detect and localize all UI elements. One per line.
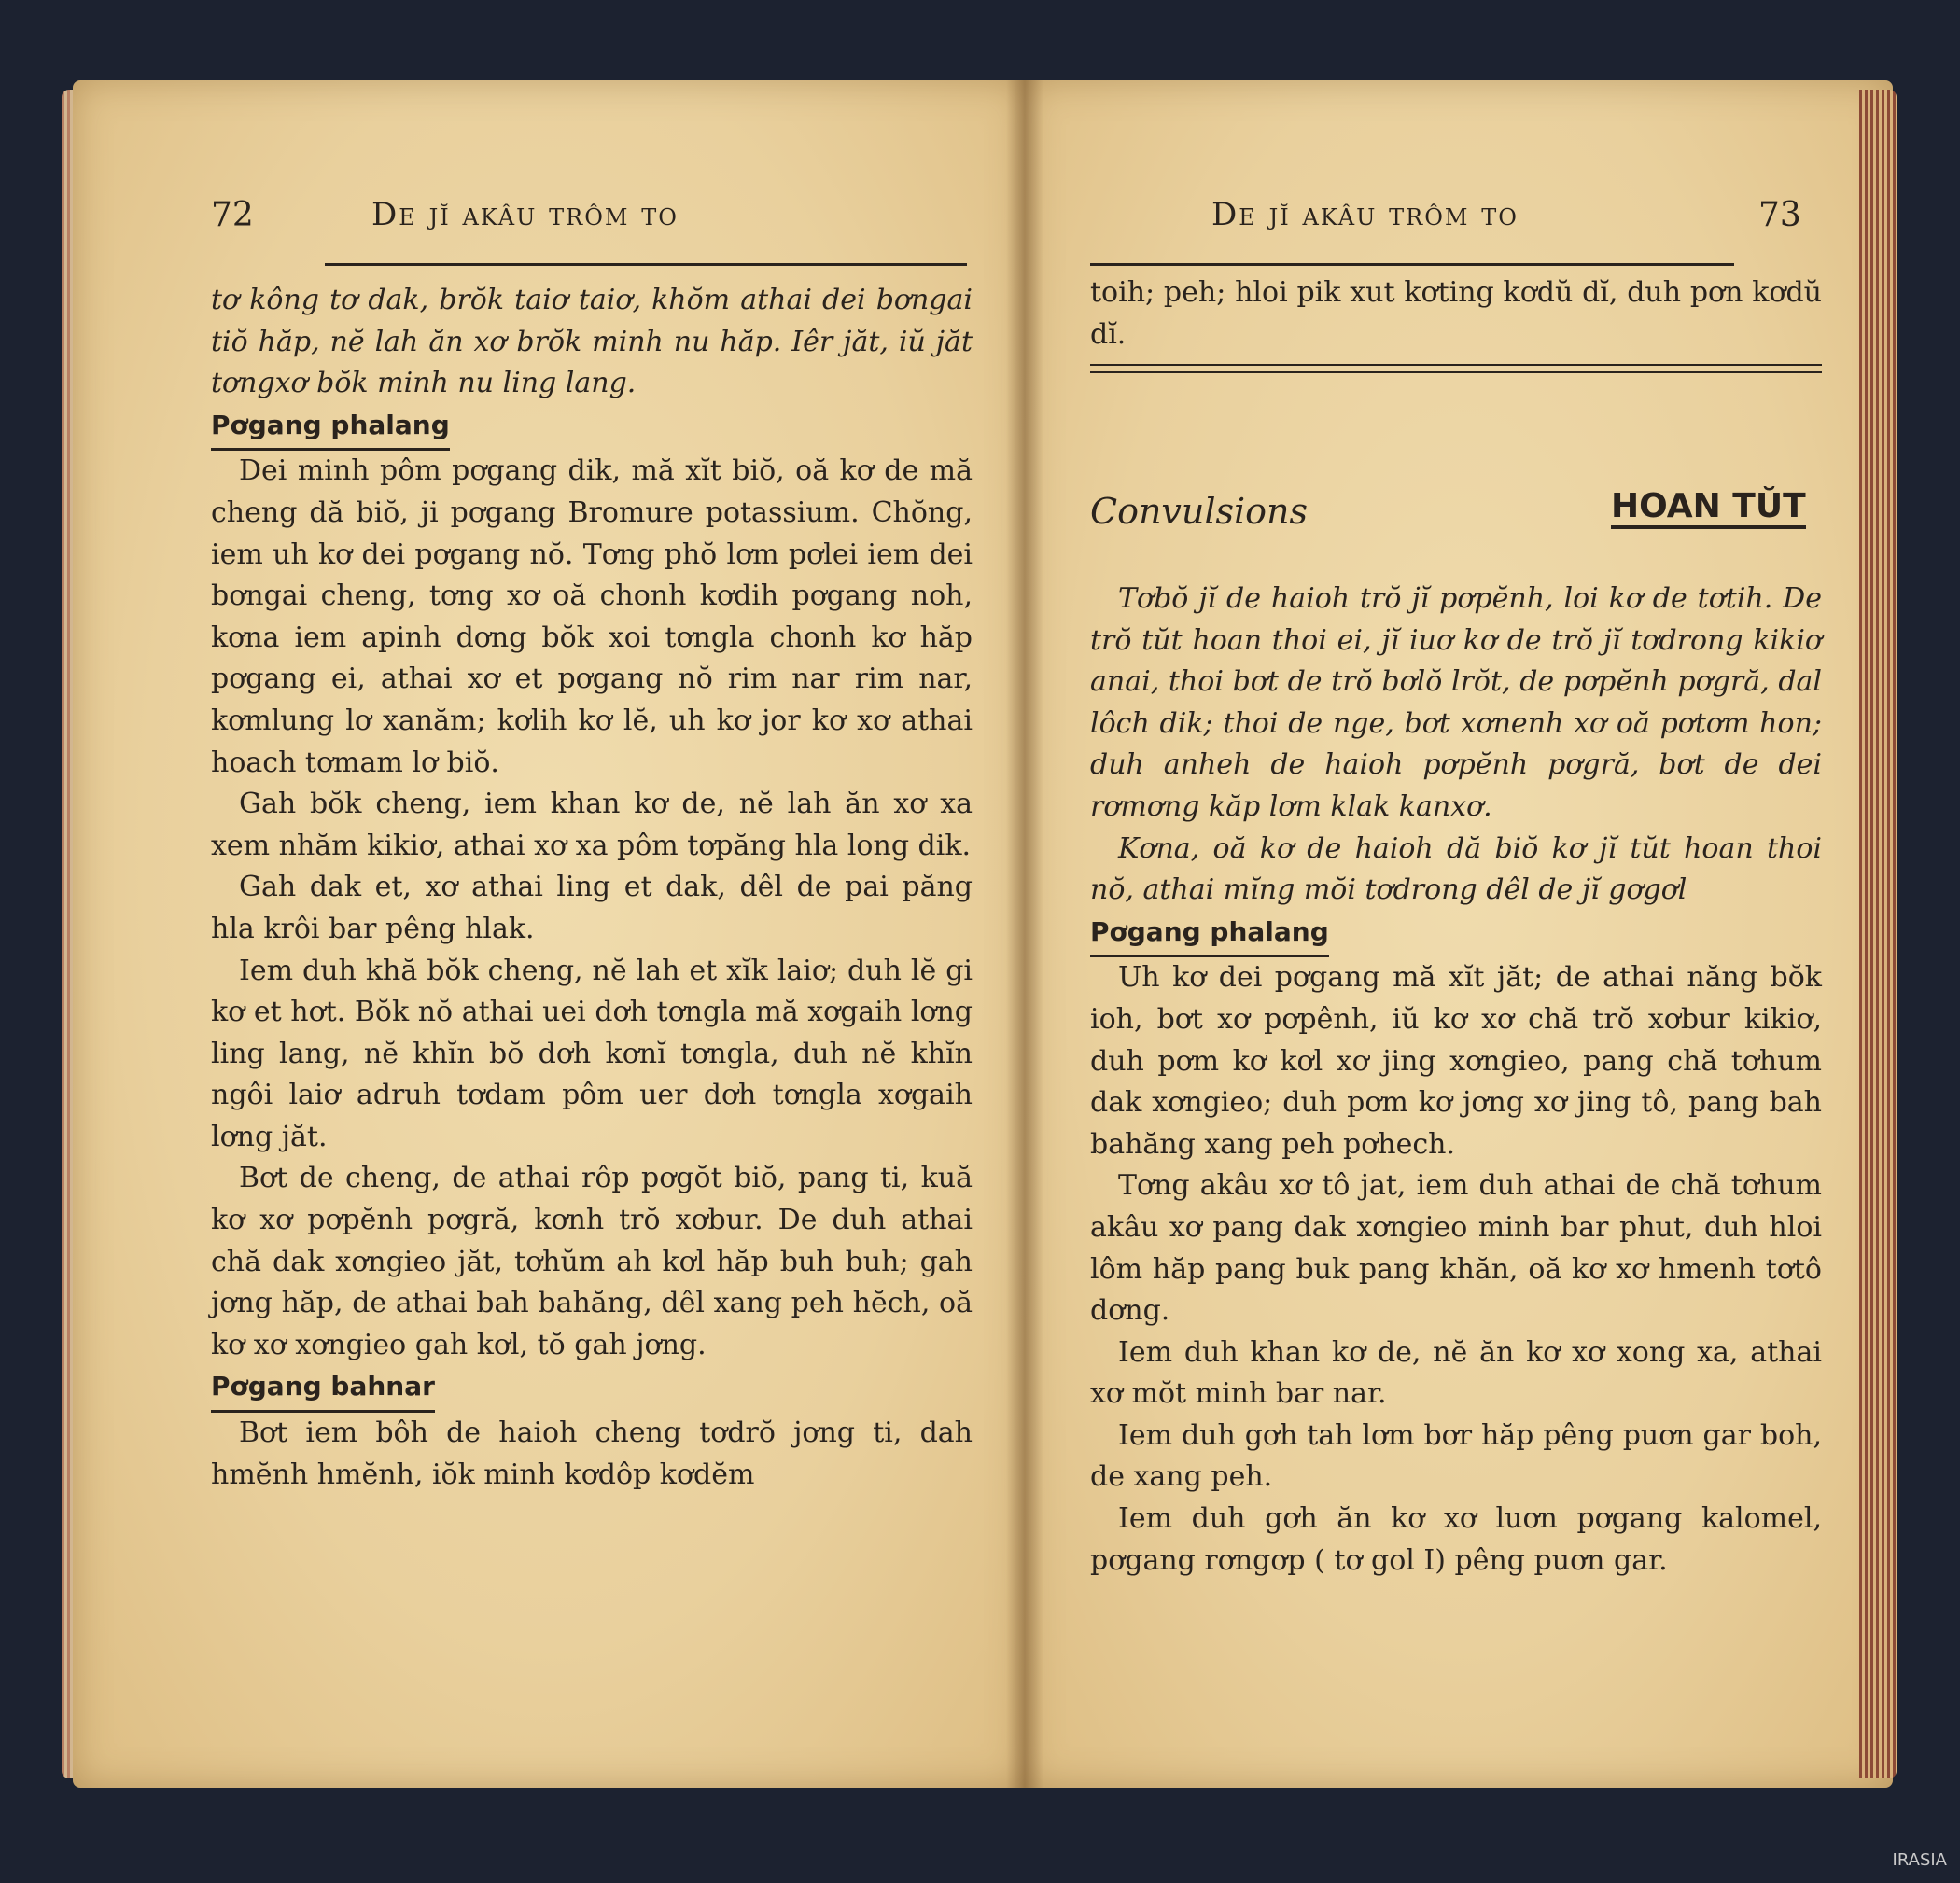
right-carry-over bbox=[1090, 272, 1822, 356]
left-heading-phalang: Pơgang phalang bbox=[211, 405, 450, 452]
left-paragraph-5: Bơt de cheng, de athai rôp pơgŏt biŏ, pang ti, kuă kơ xơ pơpĕnh pơgră, kơnh trŏ xơbur. De duh athai chă dak xơngieo jăt, tơhŭm ah kơl hăp buh buh; gah jơng hăp, de athai bah bahăng, dêl xang peh hĕch, oă kơ xơ xơngieo gah kơl, tŏ gah jơng. bbox=[211, 1162, 973, 1361]
left-paragraph-1: Dei minh pôm pơgang dik, mă xĭt biŏ, oă kơ de mă cheng dă biŏ, ji pơgang Bromure potassium. Chŏng, iem uh kơ dei pơgang nŏ. Tơng phŏ lơm pơlei iem dei bơngai cheng, tơng xơ oă chonh kơdih pơgang noh, kơna iem apinh dơng bŏk xoi tơngla chonh kơ hăp pơgang ei, athai xơ et pơgang nŏ rim nar rim nar, kơmlung lơ xanăm; kơlih kơ lĕ, uh kơ jor kơ xơ athai hoach tơmam lơ biŏ. bbox=[211, 454, 973, 779]
left-page bbox=[73, 80, 1025, 1788]
left-paragraph-6: Bơt iem bôh de haioh cheng tơdrŏ jơng ti, dah hmĕnh hmĕnh, iŏk minh kơdôp kơdĕm bbox=[211, 1416, 973, 1491]
right-page-number: 73 bbox=[1758, 196, 1801, 234]
left-head-rule bbox=[325, 263, 967, 266]
right-heading-phalang: Pơgang phalang bbox=[1090, 912, 1329, 958]
left-running-head: De jĭ akâu trôm to bbox=[371, 196, 679, 233]
right-intro-1: Tơbŏ jĭ de haioh trŏ jĭ pơpĕnh, loi kơ de tơtih. De trŏ tŭt hoan thoi ei, jĭ iuơ kơ de trŏ jĭ tơdrong kikiơ anai, thoi bơt de trŏ bơlŏ lrŏt, de pơpĕnh pơgră, dal lôch dik; thoi de nge, bơt xơnenh xơ oă pơtơm hon; duh anheh de haioh pơpĕnh pơgră, bơt de dei rơmơng kăp lơm klak kanxơ. bbox=[1090, 582, 1822, 823]
left-paragraph-4: Iem duh khă bŏk cheng, nĕ lah et xĭk laiơ; duh lĕ gi kơ et hơt. Bŏk nŏ athai uei dơh tơngla mă xơgaih lơng ling lang, nĕ khĭn bŏ dơh kơnĭ tơngla, duh nĕ khĭn ngôi laiơ adruh tơdam pôm uer dơh tơngla xơgaih lơng jăt. bbox=[211, 954, 973, 1153]
left-body bbox=[211, 280, 973, 1496]
right-intro-2: Kơna, oă kơ de haioh dă biŏ kơ jĭ tŭt hoan thoi nŏ, athai mĭng mŏi tơdrong dêl de jĭ gơgơl bbox=[1090, 831, 1822, 907]
section-title-bahnar: HOAN TŬT bbox=[1611, 487, 1806, 529]
section-title-french: Convulsions bbox=[1090, 491, 1309, 532]
right-paragraph-4: Iem duh gơh tah lơm bơr hăp pêng puơn gar boh, de xang peh. bbox=[1090, 1418, 1822, 1494]
right-page bbox=[1025, 80, 1893, 1788]
right-head-rule bbox=[1090, 263, 1734, 266]
right-running-head: De jĭ akâu trôm to bbox=[1211, 196, 1519, 233]
left-page-number: 72 bbox=[211, 196, 254, 234]
right-paragraph-2: Tơng akâu xơ tô jat, iem duh athai de chă tơhum akâu xơ pang dak xơngieo minh bar phut, duh hloi lôm hăp pang buk pang khăn, oă kơ xơ hmenh tơtô dơng. bbox=[1090, 1169, 1822, 1328]
open-book bbox=[62, 80, 1891, 1788]
right-paragraph-1: Uh kơ dei pơgang mă xĭt jăt; de athai năng bŏk ioh, bơt xơ pơpênh, iŭ kơ xơ chă trŏ xơbur kikiơ, duh pơm kơ kơl xơ jing xơngieo, pang chă tơhum dak xơngieo; duh pơm kơ jơng xơ jing tô, pang bah bahăng xang peh pơhech. bbox=[1090, 961, 1822, 1161]
section-rule-top bbox=[1090, 364, 1822, 366]
right-body bbox=[1090, 579, 1822, 1582]
watermark-text: IRASIA bbox=[1892, 1850, 1947, 1870]
left-heading-bahnar: Pơgang bahnar bbox=[211, 1366, 435, 1413]
left-paragraph-2: Gah bŏk cheng, iem khan kơ de, nĕ lah ăn xơ xa xem nhăm kikiơ, athai xơ xa pôm tơpăng hla long dik. bbox=[211, 788, 973, 862]
right-carry-over-text: toih; peh; hloi pik xut kơting kơdŭ dĭ, duh pơn kơdŭ dĭ. bbox=[1090, 276, 1822, 351]
left-paragraph-3: Gah dak et, xơ athai ling et dak, dêl de pai păng hla krôi bar pêng hlak. bbox=[211, 871, 973, 945]
right-paragraph-3: Iem duh khan kơ de, nĕ ăn kơ xơ xong xa, athai xơ mŏt minh bar nar. bbox=[1090, 1335, 1822, 1411]
left-intro-text: tơ kông tơ dak, brŏk taiơ taiơ, khŏm athai dei bơngai tiŏ hăp, nĕ lah ăn xơ brŏk minh nu hăp. Iêr jăt, iŭ jăt tơngxơ bŏk minh nu ling lang. bbox=[211, 284, 973, 400]
right-page-edges bbox=[1859, 90, 1897, 1778]
section-rule-bottom bbox=[1090, 371, 1822, 373]
book-gutter bbox=[1006, 80, 1043, 1788]
right-paragraph-5: Iem duh gơh ăn kơ xơ luơn pơgang kalomel, pơgang rơngơp ( tơ gol I) pêng puơn gar. bbox=[1090, 1502, 1822, 1577]
